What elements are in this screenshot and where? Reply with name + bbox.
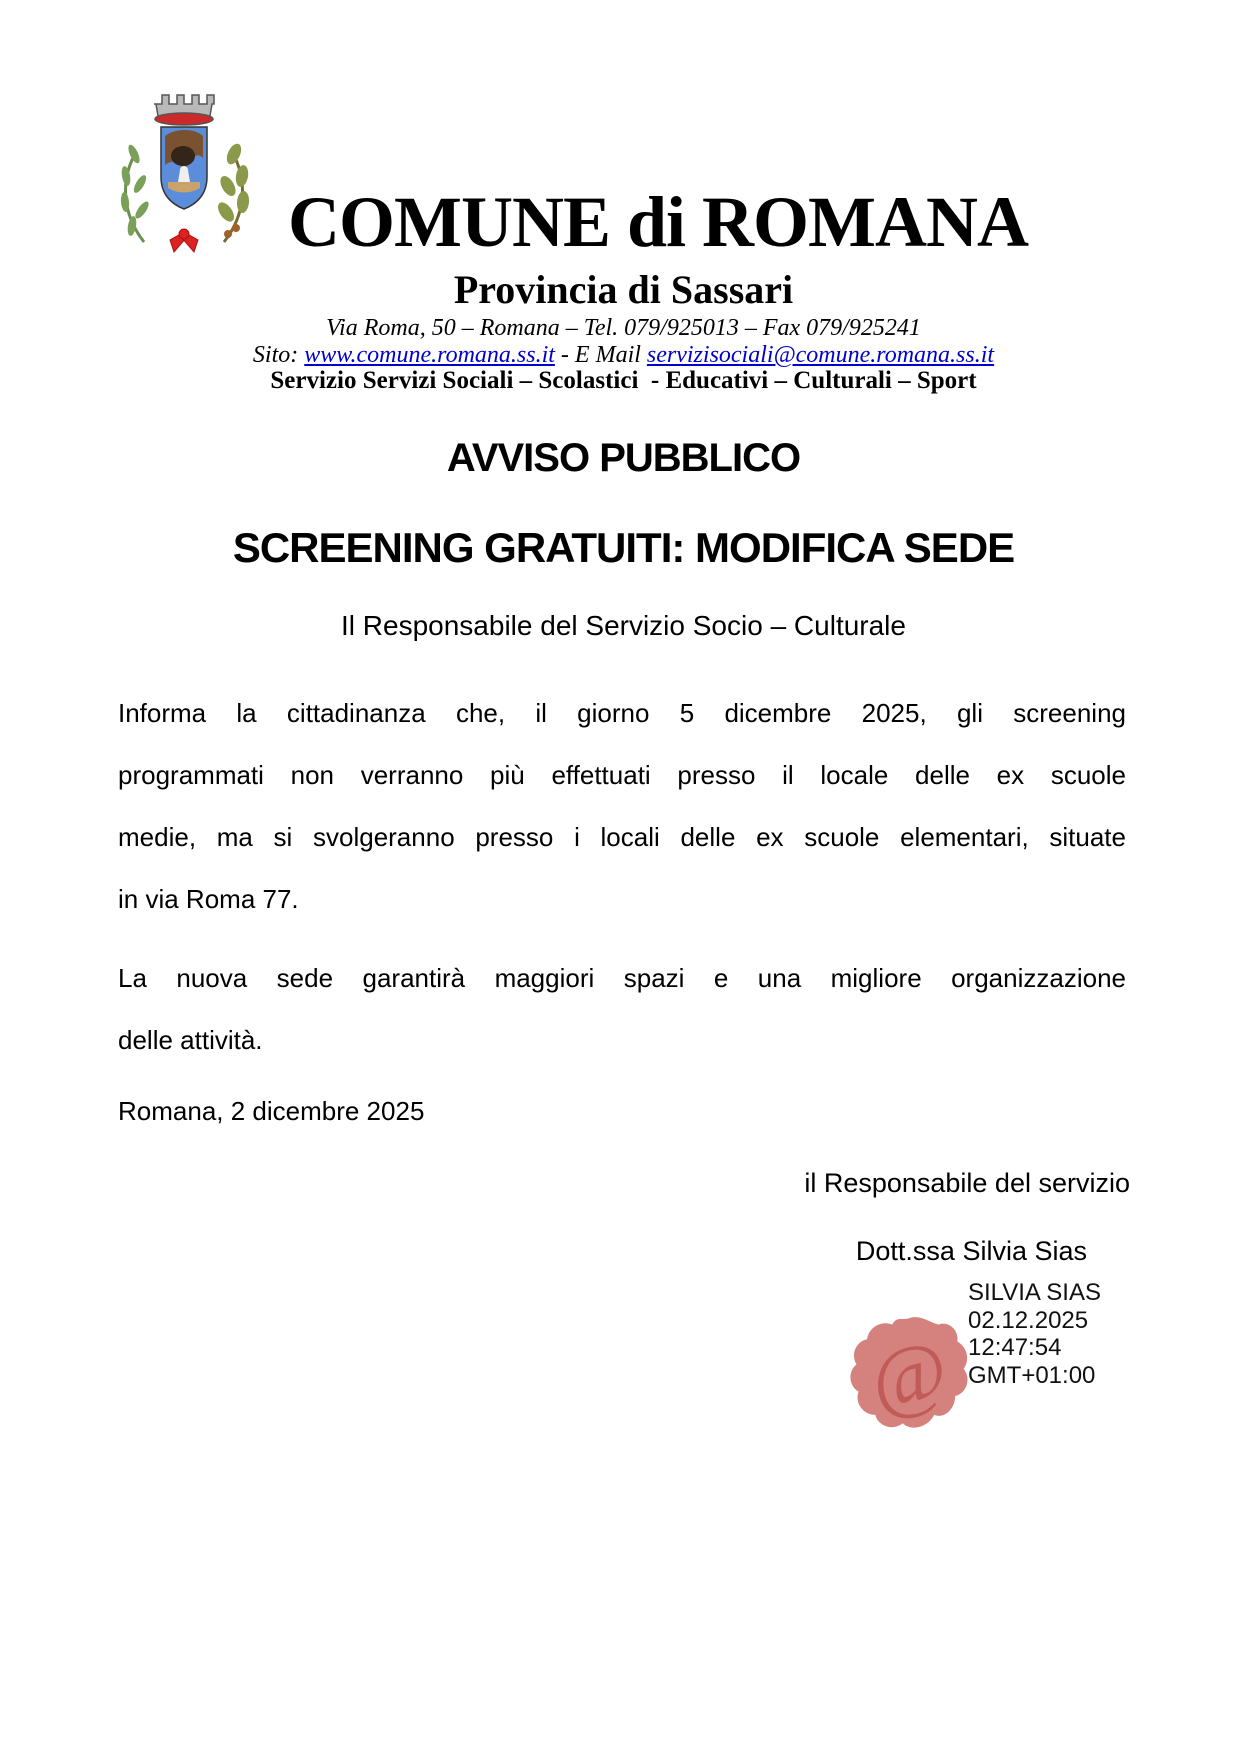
digital-signature-details [968, 1279, 1101, 1389]
paragraph-line: in via Roma 77. [118, 884, 299, 914]
email-label: - E Mail [554, 342, 647, 368]
website-link[interactable]: www.comune.romana.ss.it [304, 342, 555, 368]
wax-seal-at-stamp-icon [845, 1312, 973, 1438]
services-line: Servizio Servizi Sociali – Scolastici - Educativi – Culturali – Sport [270, 367, 977, 394]
email-link[interactable]: servizisociali@comune.romana.ss.it [646, 342, 995, 368]
signature-date: 02.12.2025 [968, 1306, 1089, 1334]
paragraph-line: Informa la cittadinanza che, il giorno 5 dicembre 2025, gli screening [118, 698, 1126, 728]
svg-text:@: @ [862, 1322, 956, 1428]
municipality-title: COMUNE di ROMANA [288, 182, 1028, 262]
notice-paragraph [118, 947, 1126, 1071]
signature-name: Dott.ssa Silvia Sias [855, 1236, 1087, 1266]
paragraph-line: La nuova sede garantirà maggiori spazi e una migliore organizzazione [118, 963, 1126, 993]
notice-title: AVVISO PUBBLICO [446, 436, 801, 480]
signature-timezone: GMT+01:00 [968, 1361, 1096, 1389]
signer-name: SILVIA SIAS [968, 1279, 1101, 1306]
notice-subtitle: Il Responsabile del Servizio Socio – Culturale [341, 610, 906, 641]
signature-time: 12:47:54 [968, 1334, 1062, 1361]
notice-subject-title: SCREENING GRATUITI: MODIFICA SEDE [232, 524, 1015, 571]
paragraph-line: programmati non verranno più effettuati presso il locale delle ex scuole [118, 760, 1126, 790]
province-subtitle: Provincia di Sassari [453, 267, 794, 312]
paragraph-line: delle attività. [118, 1025, 263, 1055]
signature-role: il Responsabile del servizio [804, 1168, 1130, 1198]
place-date-line: Romana, 2 dicembre 2025 [118, 1096, 425, 1126]
address-line: Via Roma, 50 – Romana – Tel. 079/925013 – Fax 079/925241 [326, 315, 921, 341]
crown-icon [154, 95, 214, 125]
site-label: Sito: [252, 342, 305, 368]
contact-line [6, 342, 1241, 369]
notice-paragraph [118, 682, 1126, 930]
paragraph-line: medie, ma si svolgeranno presso i locali delle ex scuole elementari, situate [118, 822, 1126, 852]
